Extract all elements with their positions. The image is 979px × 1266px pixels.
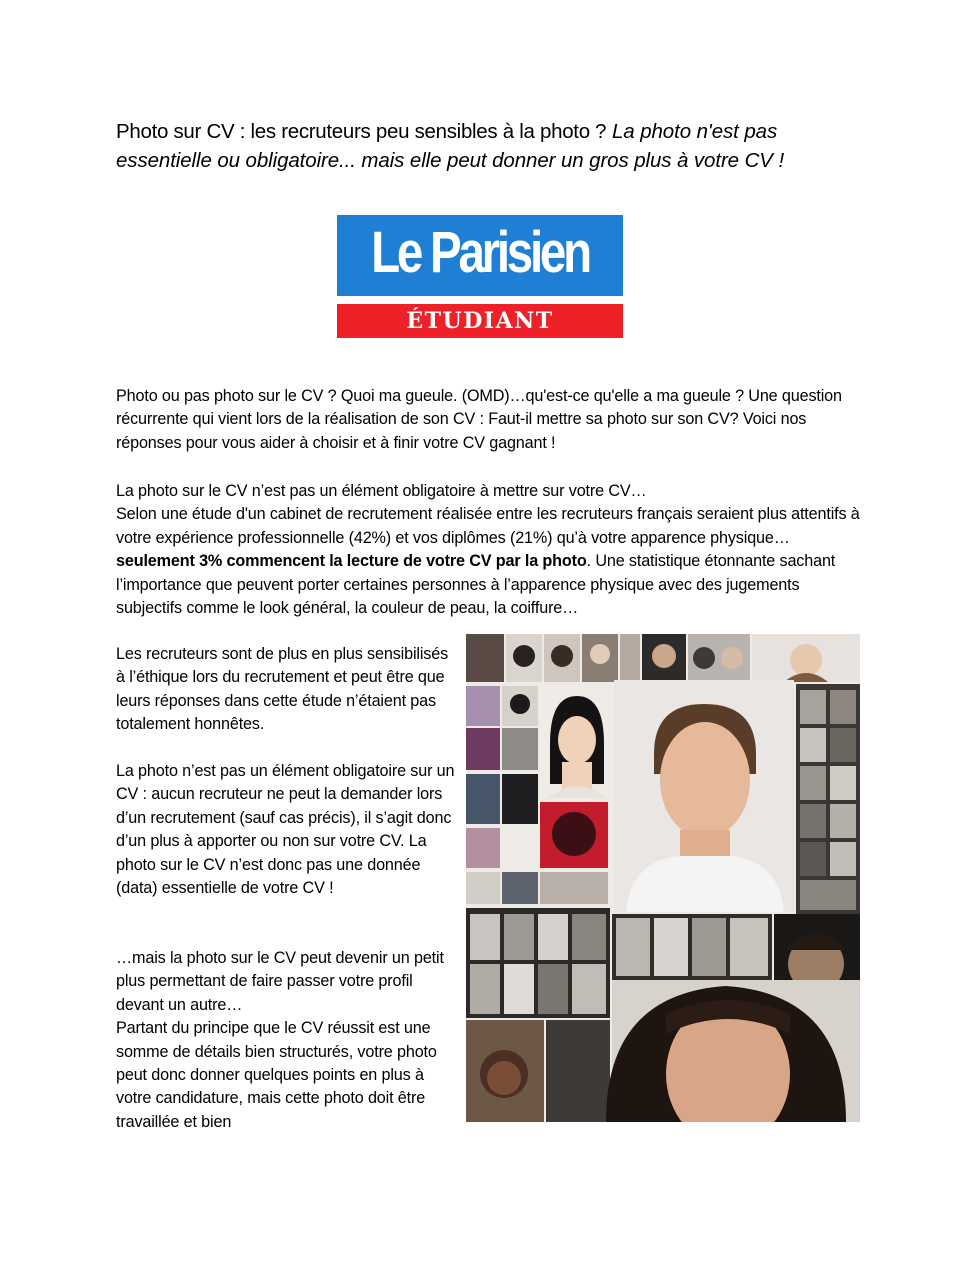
top-row-tiles [466,634,860,682]
column-paragraph-1: Les recruteurs sont de plus en plus sensibilisés à l’éthique lors du recrutement et peut être que leurs réponses dans cette étude n’étaient pas totalement honnêtes. [116,645,449,734]
logo-separator [337,296,623,304]
section1-paragraph [116,480,866,620]
le-parisien-etudiant-logo [337,215,623,338]
logo-top-text: Le Parisien [371,220,589,285]
section1-text-before: Selon une étude d'un cabinet de recrutement réalisée entre les recruteurs français seraient plus attentifs à votre expérience professionnelle (42%) et vos diplômes (21%) qu’à votre apparence physique… [116,505,860,547]
article-title [116,117,856,175]
title-main: Photo sur CV : les recruteurs peu sensibles à la photo ? [116,120,607,143]
portrait-man-main [614,680,794,912]
logo-blue-band [337,215,623,296]
right-column-strips [796,684,860,916]
portrait-woman-1 [540,686,614,798]
portrait-collage-image [466,634,860,1122]
column-p3-line1: …mais la photo sur le CV peut devenir un petit plus permettant de faire passer votre profil devant un autre… [116,949,444,1014]
column-paragraph-2: La photo n’est pas un élément obligatoire sur un CV : aucun recruteur ne peut la demander lors d’un recrutement (sauf cas précis), il s’agit donc d’un plus à apporter ou non sur votre CV. La photo sur le CV n’est donc pas une donnée (data) essentielle de votre CV ! [116,762,455,898]
column-p3-line2: Partant du principe que le CV réussit est une somme de détails bien structurés, votre photo peut donc donner quelques points en plus à votre candidature, mais cette photo doit être travaillée et bien [116,1019,437,1131]
logo-bottom-text: ÉTUDIANT [337,304,623,338]
section1-highlight: seulement 3% commencent la lecture de votre CV par la photo [116,552,587,571]
section1-heading: La photo sur le CV n’est pas un élément obligatoire à mettre sur votre CV… [116,482,647,500]
column-paragraph-3 [116,947,456,1134]
lower-left-strips [466,908,610,1122]
intro-paragraph: Photo ou pas photo sur le CV ? Quoi ma gueule. (OMD)…qu'est-ce qu'elle a ma gueule ? Une question récurrente qui vient lors de la réalisation de son CV : Faut-il mettre sa photo sur son CV? Voici nos réponses pour vous aider à choisir et à finir votre CV gagnant ! [116,387,842,452]
title-subtitle: La photo n'est pas essentielle ou obligatoire... mais elle peut donner un gros plus à votre CV ! [116,120,785,172]
collage-graphic [466,634,860,1122]
portrait-woman-2 [606,980,860,1122]
section1-text-after: . Une statistique étonnante sachant l’importance que peuvent porter certaines personnes à l’apparence physique avec des jugements subjectifs comme le look général, la couleur de peau, la coiffure… [116,552,836,618]
